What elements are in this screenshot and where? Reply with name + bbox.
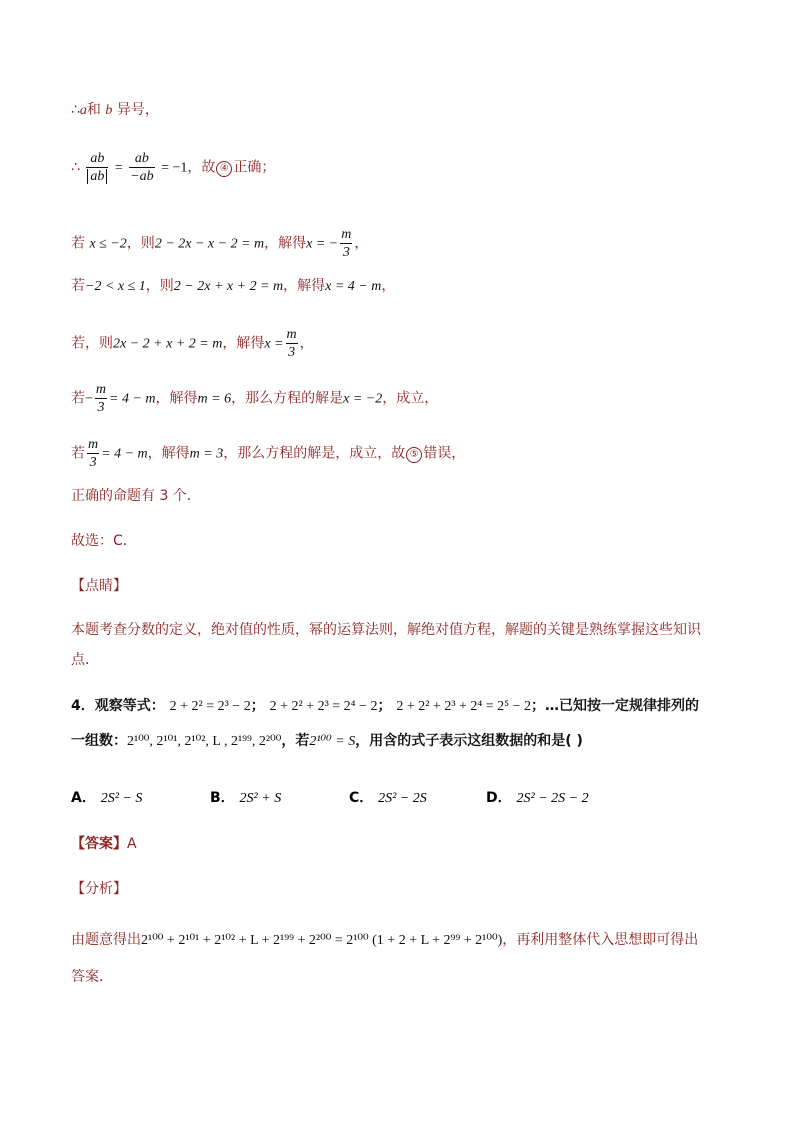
text-comma: ， xyxy=(299,335,314,352)
circled-number-4: ④ xyxy=(216,161,232,177)
denominator: 3 xyxy=(288,345,296,360)
x-value: x = −2 xyxy=(343,391,383,407)
option-expression: 2S² − 2S − 2 xyxy=(516,791,589,806)
text-solve: ，解得 xyxy=(264,235,307,252)
solution-line-1 xyxy=(71,100,159,121)
option-label: A． xyxy=(71,790,96,806)
text-if: 若 xyxy=(71,390,85,407)
fraction-ab-over-neg-ab xyxy=(129,150,154,185)
question-prompt: ，用含的式子表示这组数据的和是( ) xyxy=(355,733,583,749)
numerator: ab xyxy=(129,150,154,168)
var-b: b xyxy=(105,103,113,118)
option-label: D． xyxy=(486,790,512,806)
solution-line-5 xyxy=(71,326,314,361)
result: x = 4 − m xyxy=(325,279,382,294)
question-intro: 观察等式： xyxy=(94,698,165,714)
question-4-line-2 xyxy=(71,731,583,752)
result: x = xyxy=(264,336,284,352)
numerator: m xyxy=(341,227,352,242)
assumption: 2¹⁰⁰ = S xyxy=(309,734,356,749)
text-then: ，则 xyxy=(126,235,155,252)
solution-line-9: 故选：C． xyxy=(71,533,137,549)
analysis-line-2: 答案． xyxy=(71,969,113,985)
solution-line-2 xyxy=(71,150,275,185)
denominator: 3 xyxy=(342,245,350,260)
analysis-text-continued: ，再利用整体代入思想即可得出 xyxy=(502,932,699,948)
question-number: 4． xyxy=(71,698,95,714)
option-expression: 2S² + S xyxy=(239,791,282,806)
condition: x ≤ −2 xyxy=(89,236,127,252)
text-wrong: 错误， xyxy=(423,445,466,462)
equation-3: 2 + 2² + 2³ + 2⁴ = 2⁵ − 2 xyxy=(396,699,531,714)
equation: 2 − 2x − x − 2 = m xyxy=(154,236,265,252)
option-b[interactable] xyxy=(210,787,281,807)
therefore-symbol: ∴ xyxy=(71,159,80,176)
result-value: = −1 xyxy=(161,160,188,176)
fraction-ab-over-abs-ab xyxy=(86,150,108,185)
equation: 2x − 2 + x + 2 = m xyxy=(113,336,223,352)
text-correct: 正确； xyxy=(233,159,276,176)
numerator: m xyxy=(88,437,99,452)
option-a[interactable] xyxy=(71,787,142,807)
therefore-symbol: ∴ xyxy=(71,102,80,118)
question-text-continued: ；…已知按一定规律排列的 xyxy=(530,698,699,714)
option-label: C． xyxy=(349,790,374,806)
analysis-line-1 xyxy=(71,930,698,951)
fraction-m-over-3 xyxy=(340,226,352,261)
numerator: m xyxy=(95,382,107,397)
text-and: 和 xyxy=(86,102,101,118)
denominator: 3 xyxy=(97,400,105,415)
text-holds: ，成立， xyxy=(382,390,439,407)
answer-value: A xyxy=(127,836,137,852)
analysis-text: 由题意得出 xyxy=(71,932,141,948)
fraction-m-over-3 xyxy=(95,381,107,416)
equation-2: 2 + 2² + 2³ = 2⁴ − 2 xyxy=(269,699,378,714)
equation-1: 2 + 2² = 2³ − 2 xyxy=(169,699,251,714)
text-if: ，若 xyxy=(281,733,310,749)
analysis-expression: 2¹⁰⁰ + 2¹⁰¹ + 2¹⁰² + L + 2¹⁹⁹ + 2²⁰⁰ = 2¹⁰⁰ (1 + 2 + L + 2⁹⁹ + 2¹⁰⁰) xyxy=(141,933,503,948)
equals: = xyxy=(114,160,123,176)
fraction-m-over-3 xyxy=(286,326,298,361)
circled-number-5: ⑤ xyxy=(406,447,422,463)
text-if: 若 xyxy=(71,278,85,294)
option-expression: 2S² − 2S xyxy=(378,791,427,806)
text-if-then: 若，则 xyxy=(71,335,113,352)
denominator: −ab xyxy=(130,169,154,184)
solution-line-4 xyxy=(71,276,395,297)
text-equation-solution: ，那么方程的解是，成立，故 xyxy=(223,445,406,462)
equation: = 4 − m xyxy=(101,446,148,462)
solution-line-7 xyxy=(71,436,465,471)
var-a: a xyxy=(79,103,87,118)
text-therefore: ，故 xyxy=(187,159,216,176)
fraction-m-over-3 xyxy=(87,436,99,471)
option-expression: 2S² − S xyxy=(100,791,143,806)
text-solve: ，解得 xyxy=(155,390,198,407)
text-if: 若 xyxy=(71,445,85,462)
text-if: 若 xyxy=(71,235,85,252)
option-d[interactable] xyxy=(486,787,589,807)
solution-line-6 xyxy=(71,381,438,416)
answer-line xyxy=(71,834,137,854)
text-group: 一组数： xyxy=(71,733,127,749)
m-value: m = 6 xyxy=(197,391,232,407)
text-comma: ， xyxy=(381,278,396,294)
analysis-heading: 【分析】 xyxy=(71,881,127,897)
option-c[interactable] xyxy=(349,787,427,807)
equation: = 4 − m xyxy=(109,391,156,407)
option-label: B． xyxy=(210,790,235,806)
condition: −2 < x ≤ 1 xyxy=(85,279,146,294)
text-comma: ， xyxy=(354,235,369,252)
numerator: ab xyxy=(86,150,108,168)
abs-denominator: ab xyxy=(87,169,107,184)
minus-sign: − xyxy=(85,391,93,407)
dianjing-heading: 【点睛】 xyxy=(71,578,127,594)
m-value: m = 3 xyxy=(189,446,224,462)
solution-line-3 xyxy=(71,226,368,261)
solution-line-8: 正确的命题有 3 个． xyxy=(71,488,201,504)
text-then: ，则 xyxy=(145,278,174,294)
answer-heading: 【答案】 xyxy=(71,836,127,852)
text-solve: ，解得 xyxy=(147,445,190,462)
equation: 2 − 2x + x + 2 = m xyxy=(173,279,284,294)
text-opposite-sign: 异号， xyxy=(116,102,159,118)
dianjing-body: 本题考查分数的定义，绝对值的性质，幂的运算法则，解绝对值方程，解题的关键是熟练掌握这些知识点． xyxy=(71,622,701,668)
question-4-line-1: 4．观察等式： 2 + 2² = 2³ − 2； 2 + 2² + 2³ = 2⁴ − 2； 2 + 2² + 2³ + 2⁴ = 2⁵ − 2；…已知按一定规律排列的 xyxy=(71,698,699,714)
denominator: 3 xyxy=(89,455,97,470)
text-solve: ，解得 xyxy=(283,278,326,294)
number-sequence: 2¹⁰⁰, 2¹⁰¹, 2¹⁰², L , 2¹⁹⁹, 2²⁰⁰ xyxy=(127,734,282,749)
text-solve: ，解得 xyxy=(222,335,265,352)
text-equation-solution: ，那么方程的解是 xyxy=(231,390,344,407)
numerator: m xyxy=(286,327,297,342)
result: x = − xyxy=(306,236,339,252)
